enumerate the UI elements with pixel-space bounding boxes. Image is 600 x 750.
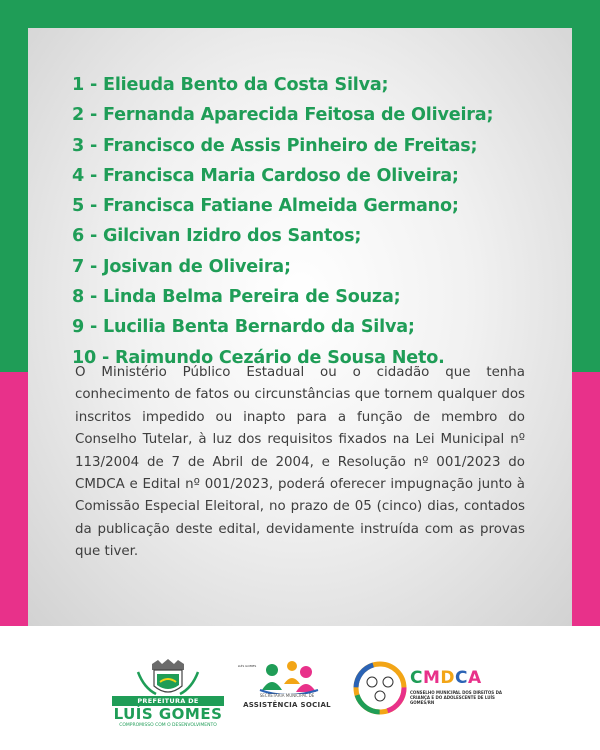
cmdca-letter: A [468,668,482,688]
candidate-item: 10 - Raimundo Cezário de Sousa Neto. [72,347,445,368]
candidate-list [72,70,572,373]
candidate-item: 3 - Francisco de Assis Pinheiro de Freitas; [72,135,478,156]
candidate-item: 9 - Lucilia Benta Bernardo da Silva; [72,317,415,338]
cmdca-letter: M [422,668,441,688]
cmdca-subtitle: CONSELHO MUNICIPAL DOS DIREITOS DA CRIANÇA E DO ADOLESCENTE DE LUÍS GOMES/RN [410,690,502,705]
municipality-name: LUÍS GOMES [113,705,223,723]
candidate-item: 1 - Elieuda Bento da Costa Silva; [72,75,389,95]
candidate-item: 8 - Linda Belma Pereira de Souza; [72,287,401,308]
candidate-item: 5 - Francisca Fatiane Almeida Germano; [72,196,459,217]
cmdca-title [410,668,482,688]
secretaria-label: SECRETARIA MUNICIPAL DE [259,693,315,698]
impugnation-notice: O Ministério Público Estadual ou o cidadão que tenha conhecimento de fatos ou circunstâncias que tornem qualquer dos inscritos impedido ou inapto para a função de membro do Conselho Tutelar, à luz dos requisitos fixados na Lei Municipal nº 113/2004 de 7 de Abril de 2004, e Resolução nº 001/2023 do CMDCA e Edital nº 001/2023, poderá oferecer impugnação junto à Comissão Especial Eleitoral, no prazo de 05 (cinco) dias, contados da publicação deste edital, devidamente instruída com as provas que tiver. [75,365,525,560]
cmdca-letter: C [455,668,469,688]
family-icon [232,660,342,694]
candidate-item: 7 - Josivan de Oliveira; [72,256,291,277]
prefeitura-label: PREFEITURA DE [137,697,199,705]
coat-of-arms-icon [108,658,228,698]
assistencia-title: ASSISTÊNCIA SOCIAL [243,701,331,709]
prefeitura-logo [108,658,228,730]
assistencia-small-label: LUÍS GOMES [237,664,257,668]
children-circle-icon [352,660,408,716]
cmdca-letter: D [440,668,456,688]
candidate-item: 2 - Fernanda Aparecida Feitosa de Oliveira; [72,105,494,126]
cmdca-letter: C [410,668,423,688]
prefeitura-slogan: COMPROMISSO COM O DESENVOLVIMENTO [119,723,217,728]
assistencia-social-logo [232,660,342,732]
candidate-item: 4 - Francisca Maria Cardoso de Oliveira; [72,165,459,186]
candidate-item: 6 - Gilcivan Izidro dos Santos; [72,226,362,247]
cmdca-logo [352,660,502,720]
